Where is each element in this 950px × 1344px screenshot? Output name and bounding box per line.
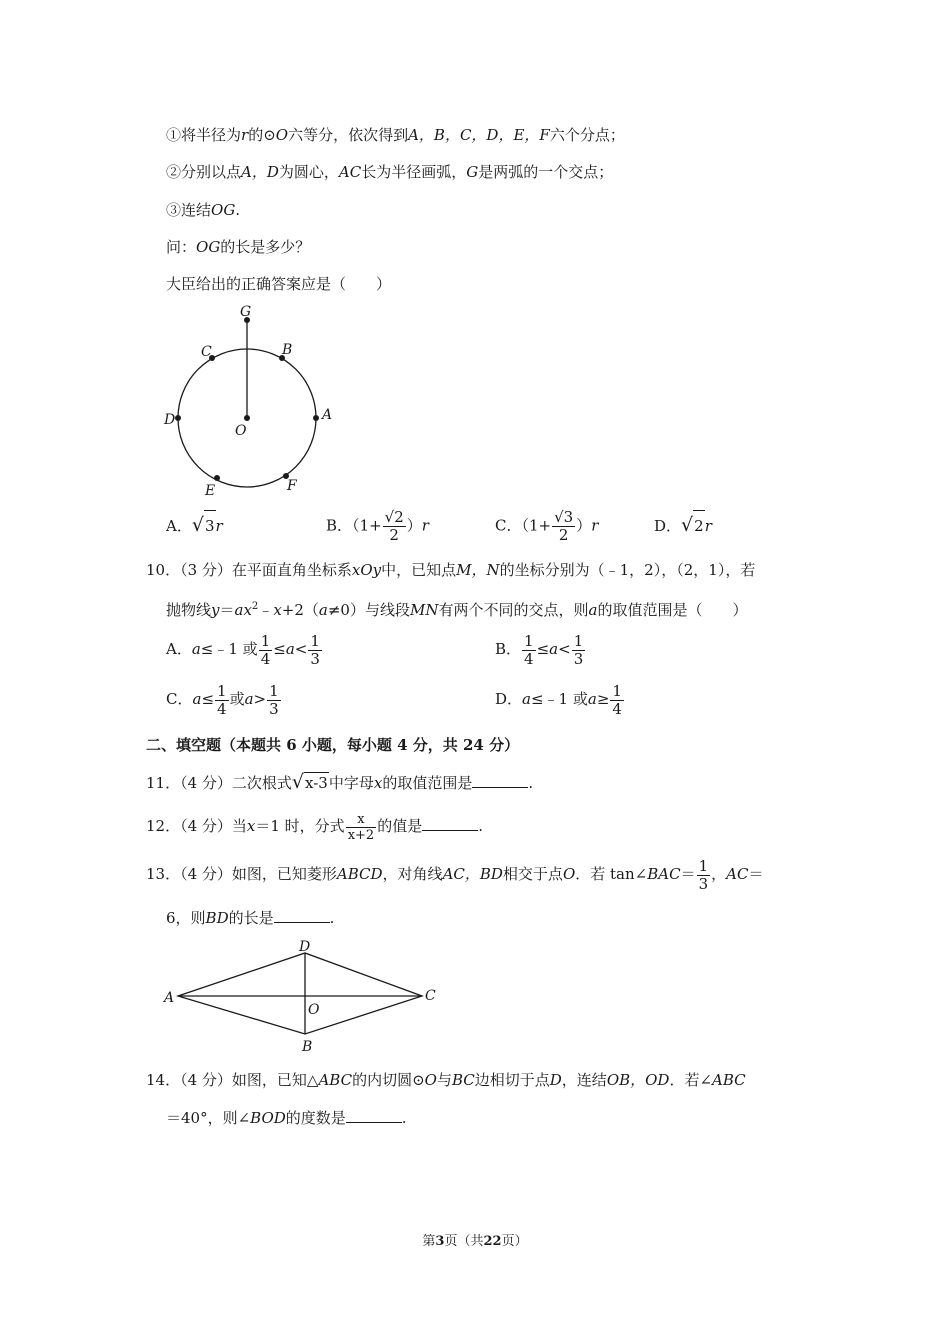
label-g: G [240, 304, 252, 320]
label-a2: A [164, 990, 175, 1006]
point-d [175, 415, 181, 421]
label-f: F [287, 478, 297, 494]
q9-option-a: A．√3r [166, 510, 223, 541]
q10-option-b: B． $\frac{1}{4}$ ≤a< $\frac{1}{3}$ [495, 631, 584, 668]
q9-step1: ①将半径为r的⊙O六等分，依次得到A，B，C，D，E，F六个分点； [166, 126, 625, 144]
q13-answer-blank[interactable] [274, 908, 330, 923]
q9-step2: ②分别以点A，D为圆心，AC长为半径画弧，G是两弧的一个交点； [166, 163, 614, 181]
q10-line1: 10．（3 分）在平面直角坐标系xOy中，已知点M，N的坐标分别为（﹣1，2），（2，1），若 [146, 561, 756, 579]
page-footer: 第3页（共22页） [422, 1234, 528, 1249]
q9-ask: 问：OG的长是多少？ [166, 238, 311, 256]
q9-option-b: B．（1+ $\frac{√2}{2}$ ）r [326, 508, 429, 544]
q11: 11．（4 分）二次根式√x-3中字母x的取值范围是 . [146, 771, 534, 793]
label-o2: O [308, 1002, 320, 1018]
q13-line1: 13．（4 分）如图，已知菱形ABCD，对角线AC，BD相交于点O．若 tan∠BAC＝ $\frac{1}{3}$ ，AC＝ [146, 856, 764, 893]
point-a [313, 415, 319, 421]
q11-answer-blank[interactable] [472, 773, 528, 788]
label-d2: D [299, 939, 311, 955]
q9-step3: ③连结OG. [166, 201, 241, 219]
label-c: C [201, 344, 212, 360]
q14-answer-blank[interactable] [346, 1108, 402, 1123]
circle-figure [160, 300, 350, 505]
point-e [214, 475, 220, 481]
q14-line1: 14．（4 分）如图，已知△ABC的内切圆⊙O与BC边相切于点D，连结OB，OD．若∠ABC [146, 1071, 746, 1089]
label-c2: C [425, 988, 436, 1004]
label-b2: B [302, 1039, 313, 1055]
label-a: A [322, 407, 333, 423]
label-d: D [164, 412, 176, 428]
rhombus-figure [160, 936, 450, 1060]
q14-line2: ＝40°，则∠BOD的度数是 . [166, 1109, 407, 1127]
q12: 12．（4 分）当x＝1 时，分式 $\frac{x}{x+2}$ 的值是 . [146, 811, 483, 843]
q12-answer-blank[interactable] [422, 816, 478, 831]
label-o: O [235, 423, 247, 439]
q9-option-c: C．（1+ $\frac{√3}{2}$ ）r [495, 508, 599, 544]
q13-line2: 6，则BD的长是 . [166, 909, 335, 927]
label-b: B [282, 342, 293, 358]
q9-option-d: D．√2r [654, 510, 712, 541]
point-o [244, 415, 250, 421]
q10-option-d: D．a≤﹣1 或a≥ $\frac{1}{4}$ [495, 681, 622, 718]
rhombus-abcd [178, 953, 422, 1034]
q10-option-a: A．a≤﹣1 或 $\frac{1}{4}$ ≤a< $\frac{1}{3}$ [166, 631, 320, 668]
label-e: E [205, 483, 216, 499]
q10-option-c: C．a≤ $\frac{1}{4}$ 或a> $\frac{1}{3}$ [166, 681, 279, 718]
q10-line2: 抛物线$y=ax^2﹣x+2(a\ne 0)$与线段MN有两个不同的交点，则a的取值范围是（ ） [166, 601, 748, 619]
section-heading: 二、填空题（本题共 6 小题，每小题 4 分，共 24 分） [146, 736, 520, 754]
q9-prompt: 大臣给出的正确答案应是（ ） [166, 275, 392, 293]
